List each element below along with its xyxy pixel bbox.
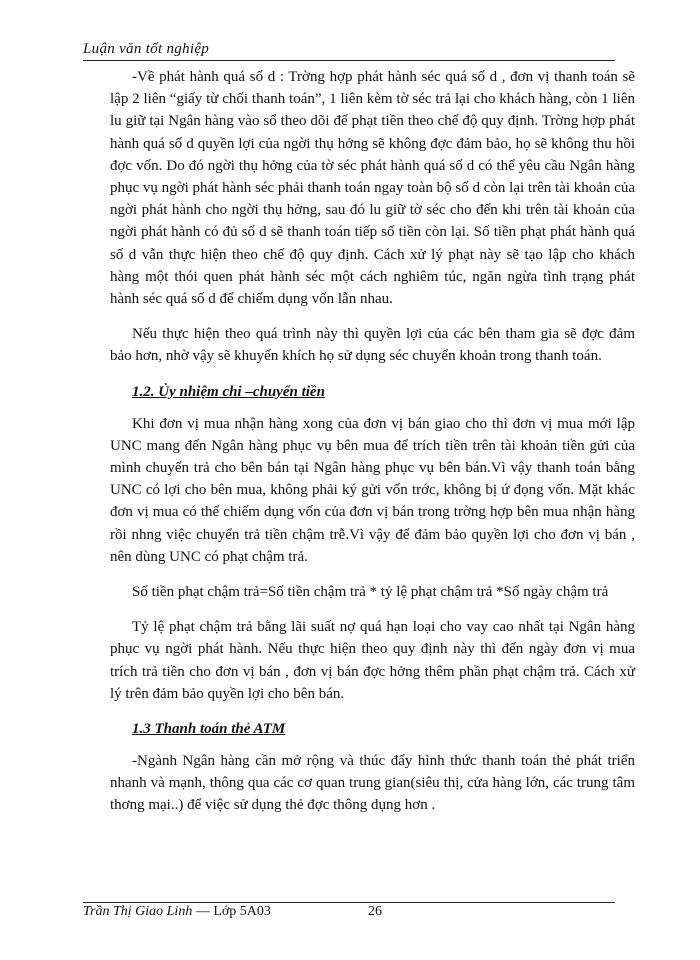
header-divider [83,60,615,61]
footer-author: Trần Thị Giao Linh [83,904,193,919]
page-footer [83,904,615,920]
paragraph-atm: -Ngành Ngân hàng cần mở rộng và thúc đẩy hình thức thanh toán thẻ phát triển nhanh và mạnh, thông qua các cơ quan trung gian(siêu thị, cửa hàng lớn, các trung tâm thơng mại..) để việc sử dụng thẻ đợc thông dụng hơn . [110,753,635,814]
page-header [83,40,613,58]
document-body [110,66,635,830]
header-title: Luận văn tốt nghiệp [83,41,210,57]
paragraph-late-fee-formula: Số tiền phạt chậm trả=Số tiền chậm trả * tỷ lệ phạt chậm trả *Số ngày chậm trả [132,584,609,601]
section-heading-atm: 1.3 Thanh toán thẻ ATM [132,721,286,738]
footer-class: — Lớp 5A03 [195,904,271,919]
section-heading-payment-order: 1.2. Ủy nhiệm chi –chuyển tiền [132,383,325,400]
paragraph-payment-order: Khi đơn vị mua nhận hàng xong của đơn vị bán giao cho thì đơn vị mua mới lập UNC mang đến Ngân hàng phục vụ bên mua để trích tiền trên tài khoản tiền gửi của mình chuyển trả cho bên bán tại Ngân hàng phục vụ bên bán.Vì vậy thanh toán bằng UNC có lợi cho bên mua, không phải ký gửi vốn trớc, không bị ứ đọng vốn. Mặt khác đơn vị mua có thể chiếm dụng vốn của đơn vị bán trong trờng hợp bên mua nhận hàng rồi nhng việc chuyển trả tiền chậm trễ.Vì vậy để đảm bảo quyền lợi cho đơn vị bán , nên dùng UNC có phạt chậm trả. [110,415,635,565]
page-number: 26 [368,904,382,919]
paragraph-late-fee-rate: Tỷ lệ phạt chậm trả bằng lãi suất nợ quá hạn loại cho vay cao nhất tại Ngân hàng phục vụ ngời phát hành. Nếu thực hiện theo quy định này thì đến ngày đơn vị mua trích trả tiền cho đơn vị bán , đơn vị bán đợc hởng thêm phần phạt chậm trả. Cách xử lý trên đảm bảo quyền lợi cho bên bán. [110,619,635,702]
paragraph-overdraft: -Về phát hành quá số d : Trờng hợp phát hành séc quá số d , đơn vị thanh toán sẽ lập 2 liên “giấy từ chối thanh toán”, 1 liên kèm tờ séc trả lại cho khách hàng, còn 1 liên lu giữ tại Ngân hàng vào sổ theo dõi để phạt tiền theo chế độ quy định. Trờng hợp phát hành quá số d quyền lợi của ngời thụ hởng sẽ không đợc đảm bảo, họ sẽ không thu hồi đợc vốn. Do đó ngời thụ hởng của tờ séc phát hành quá số d có thể yêu cầu Ngân hàng phục vụ ngời phát hành séc phải thanh toán ngay toàn bộ số d còn lại trên tài khoản của ngời phát hành cho ngời thụ hởng, sau đó lu giữ tờ séc cho đến khi trên tài khoản của ngời phát hành có đủ số d sẽ thanh toán tiếp số tiền còn lại. Số tiền phạt phát hành quá số d vẫn thực hiện theo chế độ quy định. Cách xử lý phạt này sẽ tạo lập cho khách hàng một thói quen phát hành séc một cách nghiêm túc, ngăn ngừa tình trạng phát hành séc quá số d để chiếm dụng vốn lẫn nhau. [110,69,635,308]
footer-divider [83,902,615,903]
paragraph-benefit: Nếu thực hiện theo quá trình này thì quyền lợi của các bên tham gia sẽ đợc đảm bảo hơn, nhờ vậy sẽ khuyến khích họ sử dụng séc chuyển khoản trong thanh toán. [110,326,635,365]
